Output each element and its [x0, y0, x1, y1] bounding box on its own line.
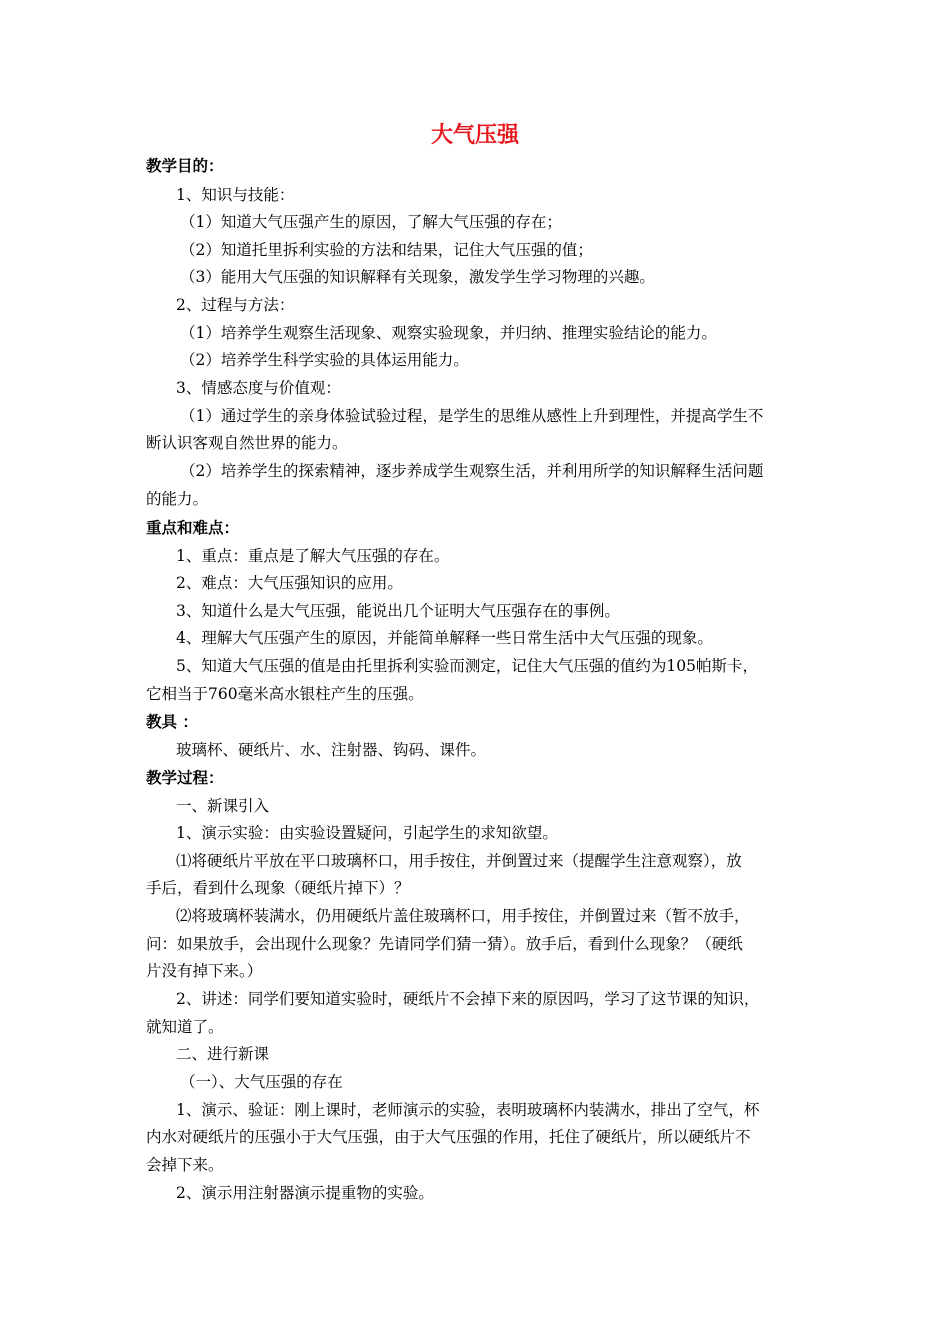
paragraph-line: 就知道了。	[146, 1018, 224, 1036]
paragraph-line: 3、知道什么是大气压强，能说出几个证明大气压强存在的事例。	[176, 602, 620, 620]
paragraph-line: 4、理解大气压强产生的原因，并能简单解释一些日常生活中大气压强的现象。	[176, 629, 713, 647]
paragraph-line: 它相当于760毫米高水银柱产生的压强。	[146, 685, 424, 703]
paragraph-line: 内水对硬纸片的压强小于大气压强，由于大气压强的作用，托住了硬纸片，所以硬纸片不	[146, 1128, 751, 1146]
paragraph-line: 2、演示用注射器演示提重物的实验。	[176, 1184, 434, 1202]
paragraph-line: （2）培养学生的探索精神，逐步养成学生观察生活，并利用所学的知识解释生活问题	[180, 462, 764, 480]
paragraph-line: 2、讲述：同学们要知道实验时，硬纸片不会掉下来的原因吗，学习了这节课的知识，	[176, 990, 760, 1008]
paragraph-line: 问：如果放手，会出现什么现象？先请同学们猜一猜）。放手后，看到什么现象？（硬纸	[146, 935, 743, 953]
paragraph-line: 3、情感态度与价值观：	[176, 379, 341, 397]
paragraph-line: 会掉下来。	[146, 1156, 224, 1174]
heading-process: 教学过程：	[146, 769, 224, 787]
paragraph-line: 手后，看到什么现象（硬纸片掉下）？	[146, 879, 410, 897]
heading-objectives: 教学目的：	[146, 157, 224, 175]
paragraph-line: （1）通过学生的亲身体验试验过程，是学生的思维从感性上升到理性，并提高学生不	[180, 407, 764, 425]
paragraph-line: 5、知道大气压强的值是由托里拆利实验而测定，记住大气压强的值约为105帕斯卡，	[176, 657, 758, 675]
paragraph-line: 2、过程与方法：	[176, 296, 295, 314]
paragraph-line: ⑵将玻璃杯装满水，仍用硬纸片盖住玻璃杯口，用手按住，并倒置过来（暂不放手，	[176, 907, 750, 925]
paragraph-line: 1、演示、验证：刚上课时，老师演示的实验，表明玻璃杯内装满水，排出了空气，杯	[176, 1101, 760, 1119]
paragraph-line: （1）培养学生观察生活现象、观察实验现象，并归纳、推理实验结论的能力。	[180, 324, 717, 342]
paragraph-line: （2）知道托里拆利实验的方法和结果，记住大气压强的值；	[180, 241, 593, 259]
paragraph-line: （3）能用大气压强的知识解释有关现象，激发学生学习物理的兴趣。	[180, 268, 655, 286]
paragraph-line: 2、难点：大气压强知识的应用。	[176, 574, 403, 592]
paragraph-line: 断认识客观自然世界的能力。	[146, 434, 348, 452]
heading-key-points: 重点和难点：	[146, 519, 240, 537]
heading-tools: 教具 ：	[146, 713, 198, 731]
paragraph-line: 1、演示实验：由实验设置疑问，引起学生的求知欲望。	[176, 824, 558, 842]
paragraph-line: ⑴将硬纸片平放在平口玻璃杯口，用手按住，并倒置过来（提醒学生注意观察），放	[176, 852, 742, 870]
paragraph-line: （一）、大气压强的存在	[180, 1073, 343, 1091]
paragraph-line: 1、重点：重点是了解大气压强的存在。	[176, 547, 450, 565]
paragraph-line: 片没有掉下来。）	[146, 962, 263, 980]
paragraph-line: 的能力。	[146, 490, 209, 508]
paragraph-line: （2）培养学生科学实验的具体运用能力。	[180, 351, 469, 369]
paragraph-line: （1）知道大气压强产生的原因，了解大气压强的存在；	[180, 213, 562, 231]
paragraph-line: 二、进行新课	[176, 1045, 270, 1063]
paragraph-line: 一、新课引入	[176, 797, 270, 815]
paragraph-line: 1、知识与技能：	[176, 186, 295, 204]
document-title: 大气压强	[430, 123, 519, 148]
paragraph-line: 玻璃杯、硬纸片、水、注射器、钩码、课件。	[176, 741, 487, 759]
